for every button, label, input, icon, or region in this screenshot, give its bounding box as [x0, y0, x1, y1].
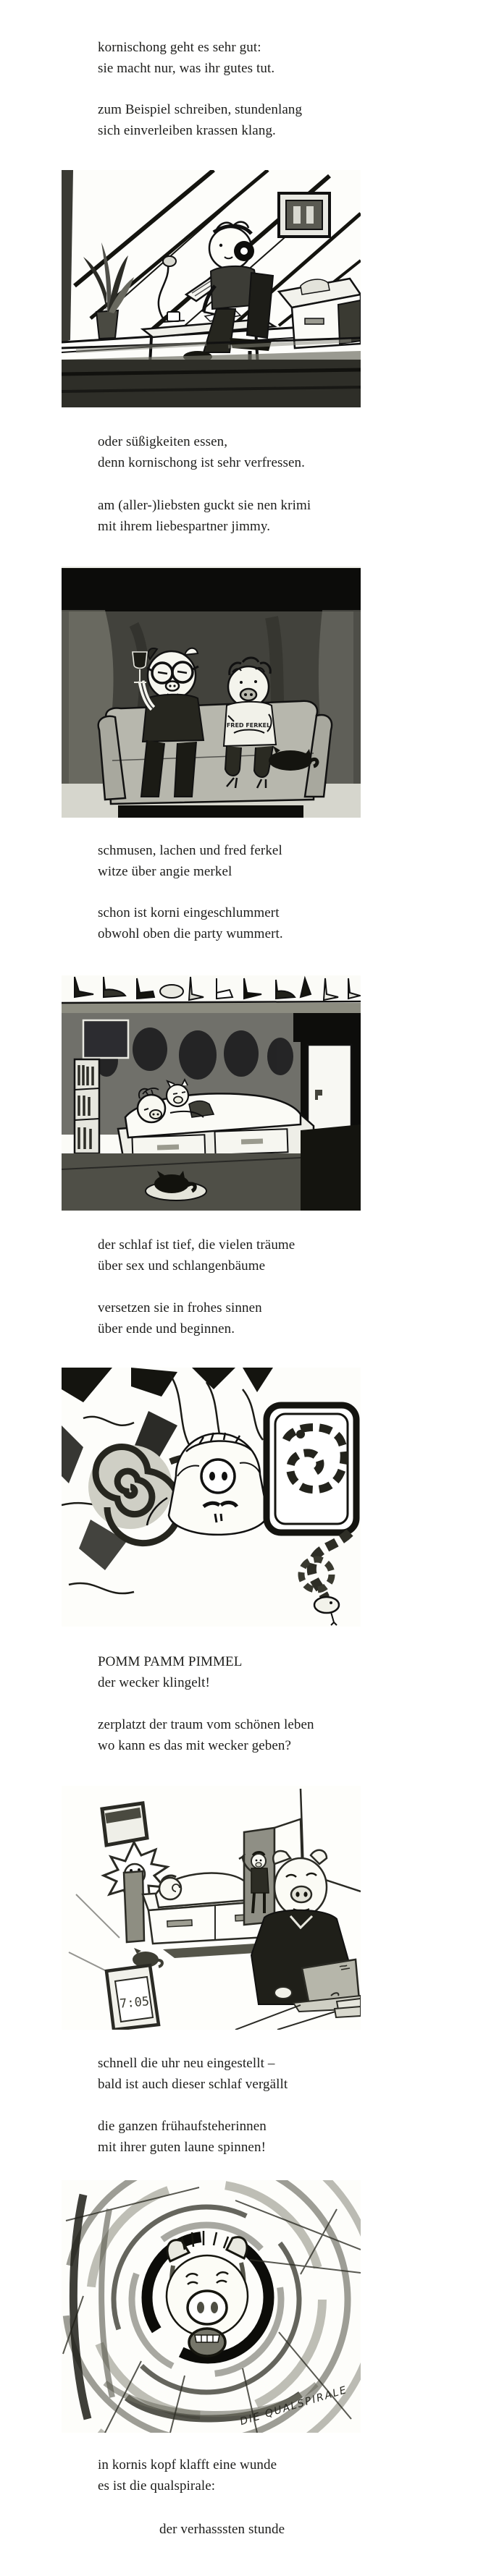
clock-time: 7:05 [119, 1994, 150, 2012]
alarm-clock [106, 1965, 159, 2030]
poem-stanza [98, 1234, 295, 1276]
ink-drawing-bedroom-scene [62, 975, 361, 1211]
poem-stanza [98, 2053, 288, 2095]
poem-line: sich einverleiben krassen klang. [98, 123, 276, 138]
illustration-screaming-pig-spiral [62, 2180, 361, 2433]
poem-line: zum Beispiel schreiben, stundenlang [98, 102, 303, 117]
poem-stanza [98, 2454, 277, 2496]
poem-line: bald ist auch dieser schlaf vergällt [98, 2077, 288, 2092]
poem-stanza [98, 1297, 262, 1339]
handwritten-caption: DIE QUALSPIRALE [238, 2384, 349, 2428]
wall-picture [83, 1020, 128, 1058]
illustration-morning-alarm [62, 1786, 361, 2030]
poem-stanza [98, 495, 311, 537]
illustration-pigs-asleep [62, 975, 361, 1211]
ink-drawing-dream-scene [62, 1368, 361, 1627]
poem-line: über ende und beginnen. [98, 1321, 235, 1336]
poem-line: schnell die uhr neu eingestellt – [98, 2056, 275, 2071]
poem-stanza [98, 840, 282, 882]
illustration-pigs-on-couch [62, 567, 361, 818]
poem-stanza [98, 431, 305, 473]
poem-line: der schlaf ist tief, die vielen träume [98, 1237, 295, 1253]
poem-line: über sex und schlangenbäume [98, 1258, 266, 1274]
poem-line: die ganzen frühaufsteherinnen [98, 2119, 267, 2134]
poem-line: POMM PAMM PIMMEL [98, 1654, 243, 1669]
poem-line: der verhasssten stunde [159, 2522, 285, 2537]
poem-line: in kornis kopf klafft eine wunde [98, 2457, 277, 2473]
poem-line: sie macht nur, was ihr gutes tut. [98, 61, 275, 76]
bookshelf [75, 1059, 99, 1153]
poem-stanza [98, 99, 302, 141]
poem-stanza [98, 902, 283, 944]
poem-line: kornischong geht es sehr gut: [98, 40, 261, 55]
poem-line: schmusen, lachen und fred ferkel [98, 843, 282, 858]
illustration-dream-scene [62, 1368, 361, 1627]
ink-drawing-desk-scene [62, 170, 361, 407]
ink-drawing-spiral-scream [62, 2180, 361, 2433]
poem-line: es ist die qualspirale: [98, 2478, 216, 2494]
ink-drawing-couch-scene [62, 567, 361, 818]
poem-line: mit ihrem liebespartner jimmy. [98, 519, 271, 534]
poem-line: oder süßigkeiten essen, [98, 434, 228, 449]
ink-drawing-morning-scene [62, 1786, 361, 2030]
tilted-picture-frame [102, 1803, 147, 1845]
poem-line: wo kann es das mit wecker geben? [98, 1738, 291, 1753]
poem-stanza [98, 37, 274, 79]
poem-line: denn kornischong ist sehr verfressen. [98, 455, 305, 470]
poem-line: obwohl oben die party wummert. [98, 926, 283, 941]
poem-line: zerplatzt der traum vom schönen leben [98, 1717, 314, 1732]
poem-stanza [98, 2116, 267, 2158]
poem-stanza [98, 1651, 242, 1693]
poem-stanza [98, 1714, 314, 1756]
poem-line: schon ist korni eingeschlummert [98, 905, 280, 920]
illustration-pig-writing-at-desk [62, 170, 361, 407]
poem-line: witze über angie merkel [98, 864, 232, 879]
poem-line: mit ihrer guten laune spinnen! [98, 2140, 266, 2155]
picture-frame [279, 193, 330, 237]
poem-line: der wecker klingelt! [98, 1675, 210, 1690]
poem-line: versetzen sie in frohes sinnen [98, 1300, 262, 1315]
shirt-text: FRED FERKEL [226, 722, 271, 729]
poem-closing-line [159, 2519, 285, 2540]
poem-line: am (aller-)liebsten guckt sie nen krimi [98, 498, 311, 513]
